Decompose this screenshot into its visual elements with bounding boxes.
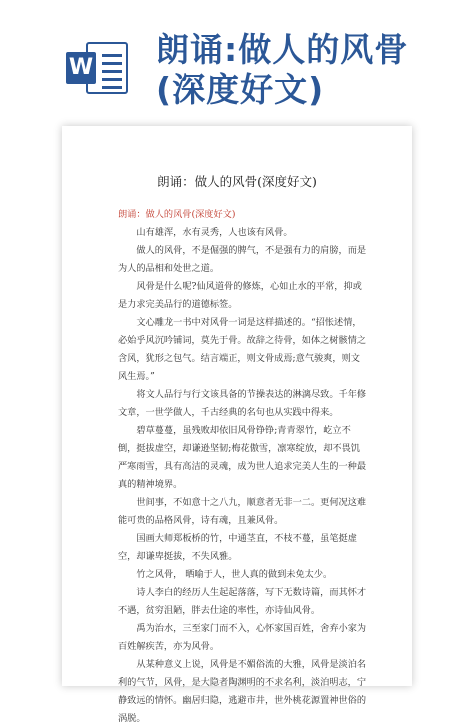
word-document-icon bbox=[66, 38, 130, 98]
paragraph: 诗人李白的经历人生起起落落，写下无数诗篇，而其怀才不遇，贫穷沮陋，胖去仕途的率性，亦诗仙风骨。 bbox=[118, 587, 367, 616]
document-preview-page bbox=[62, 126, 412, 724]
header-title bbox=[156, 30, 466, 110]
header-title-line1: 朗诵:做人的风骨 bbox=[156, 30, 409, 69]
paragraph: 文心雕龙一书中对风骨一词是这样描述的。“招怅述情，必始乎风沉吟铺词，莫先于骨。故辞之待骨，如体之树骸情之含风，犹形之包气。结言端正，则文骨成焉;意气骏爽，则文风生焉。” bbox=[118, 317, 367, 382]
paragraph: 从某种意义上说，风骨是不媚俗流的大雅，风骨是淡泊名利的气节，风骨，是大隐者陶渊明的不求名利，淡泊明志，宁静致远的情怀。幽居归隐，逃避市井，世外桃花源置神世俗的涡脱。 bbox=[118, 659, 367, 724]
header-banner bbox=[0, 0, 474, 118]
document-title: 朗诵：做人的风骨(深度好文) bbox=[157, 174, 317, 189]
paragraph: 国画大师郑板桥的竹，中通茎直，不枝不蔓，虽笔挺虚空，却谦卑挺拔，不失风雅。 bbox=[118, 533, 357, 562]
paragraph: 禹为治水，三至家门而不入，心怀家国百姓，舍弃小家为百姓解疾苦，亦为风骨。 bbox=[118, 623, 367, 652]
paragraph: 风骨是什么呢?仙风道骨的修炼，心如止水的平常，抑或是力求完美品行的道德标签。 bbox=[118, 281, 362, 310]
paragraph: 世间事，不如意十之八九，顺意者无非一二。更何况这难能可贵的品格风骨，诗有魂，且兼风骨。 bbox=[118, 497, 367, 526]
word-badge: W bbox=[66, 52, 96, 84]
paragraph: 竹之风骨， 晒喻于人，世人真的做到未免太少。 bbox=[136, 569, 333, 580]
paragraph: 将文人品行与行文该具备的节操表达的淋漓尽致。千年修文章，一世学做人，千古经典的名句也从实践中得来。 bbox=[118, 389, 367, 418]
paragraph: 碧草蔓蔓，虽残败却依旧风骨铮铮;青青翠竹，屹立不倒，挺拔虚空，却谦逊坚韧;梅花傲雪，凛寒绽放，却不畏饥严寒雨雪，具有高洁的灵魂，成为世人追求完美人生的一种最真的精神境界。 bbox=[118, 425, 367, 490]
paragraph: 山有雄浑，水有灵秀，人也该有风骨。 bbox=[136, 227, 293, 238]
header-title-line2: (深度好文) bbox=[156, 70, 325, 109]
document-body bbox=[118, 206, 368, 728]
paragraph: 做人的风骨，不是倔强的脾气，不是强有力的肩膀，而是为人的品相和处世之道。 bbox=[118, 245, 367, 274]
document-subtitle: 朗诵：做人的风骨(深度好文) bbox=[118, 209, 236, 220]
